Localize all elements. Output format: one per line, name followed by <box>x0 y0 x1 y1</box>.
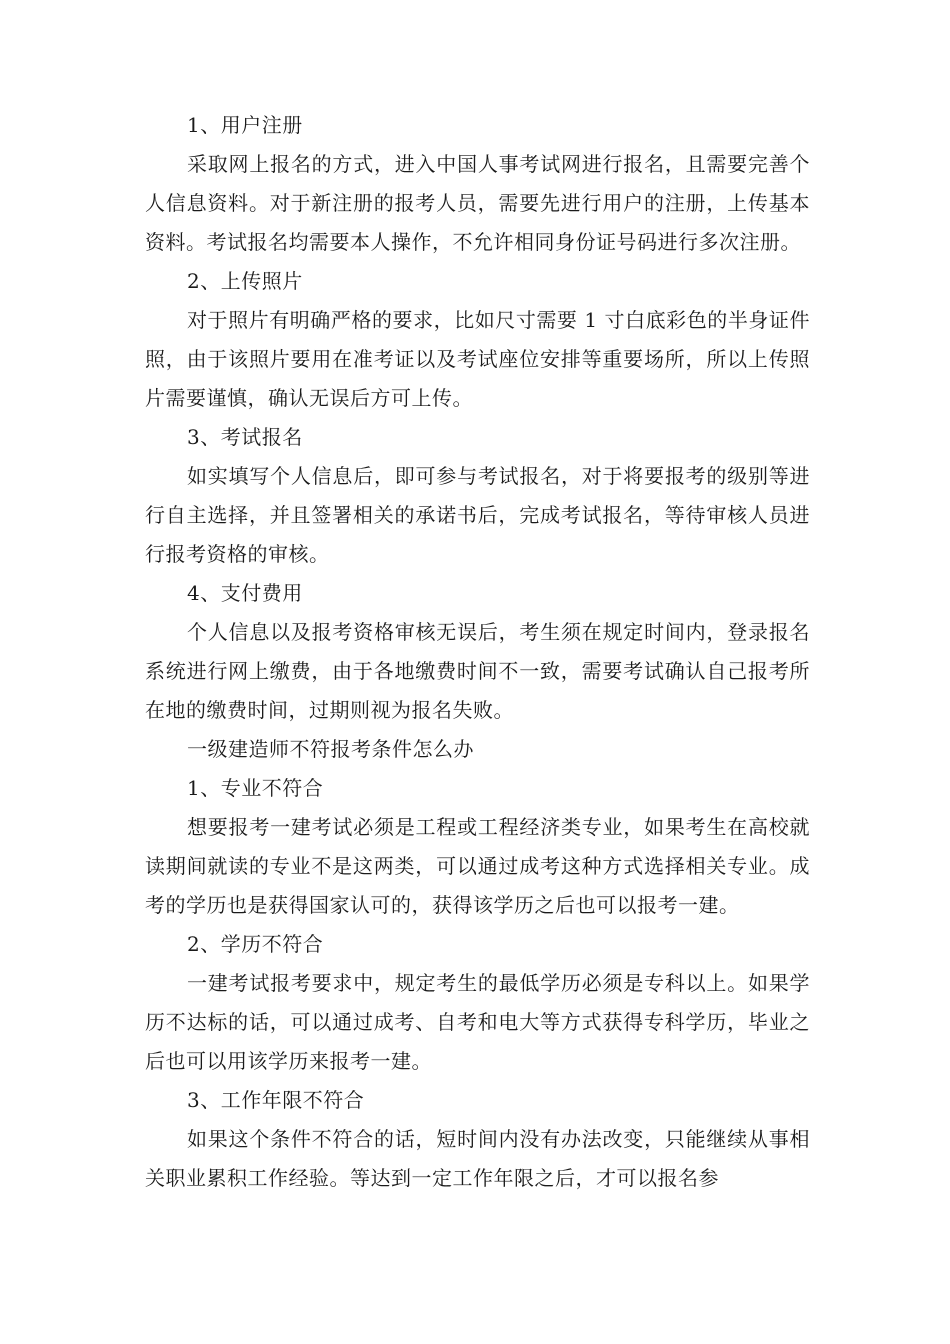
heading-payment: 4、支付费用 <box>187 581 303 605</box>
paragraph-major-mismatch: 想要报考一建考试必须是工程或工程经济类专业，如果考生在高校就读期间就读的专业不是这两类，可以通过成考这种方式选择相关专业。成考的学历也是获得国家认可的，获得该学历之后也可以报考一建。 <box>145 815 810 917</box>
paragraph-work-years-mismatch: 如果这个条件不符合的话，短时间内没有办法改变，只能继续从事相关职业累积工作经验。等达到一定工作年限之后，才可以报名参 <box>145 1127 810 1190</box>
heading-major-mismatch: 1、专业不符合 <box>187 776 324 800</box>
paragraph-user-registration: 采取网上报名的方式，进入中国人事考试网进行报名，且需要完善个人信息资料。对于新注册的报考人员，需要先进行用户的注册，上传基本资料。考试报名均需要本人操作，不允许相同身份证号码进行多次注册。 <box>145 152 810 254</box>
paragraph-exam-registration: 如实填写个人信息后，即可参与考试报名，对于将要报考的级别等进行自主选择，并且签署相关的承诺书后，完成考试报名，等待审核人员进行报考资格的审核。 <box>145 464 810 566</box>
heading-work-years-mismatch: 3、工作年限不符合 <box>187 1088 365 1112</box>
document-body <box>145 106 810 1198</box>
heading-upload-photo: 2、上传照片 <box>187 269 303 293</box>
heading-user-registration: 1、用户注册 <box>187 113 303 137</box>
paragraph-upload-photo: 对于照片有明确严格的要求，比如尺寸需要 1 寸白底彩色的半身证件照，由于该照片要用在准考证以及考试座位安排等重要场所，所以上传照片需要谨慎，确认无误后方可上传。 <box>145 308 810 410</box>
section-title-ineligible: 一级建造师不符报考条件怎么办 <box>187 737 474 761</box>
paragraph-education-mismatch: 一建考试报考要求中，规定考生的最低学历必须是专科以上。如果学历不达标的话，可以通过成考、自考和电大等方式获得专科学历，毕业之后也可以用该学历来报考一建。 <box>145 971 810 1073</box>
heading-education-mismatch: 2、学历不符合 <box>187 932 324 956</box>
heading-exam-registration: 3、考试报名 <box>187 425 303 449</box>
paragraph-payment: 个人信息以及报考资格审核无误后，考生须在规定时间内，登录报名系统进行网上缴费，由于各地缴费时间不一致，需要考试确认自己报考所在地的缴费时间，过期则视为报名失败。 <box>145 620 810 722</box>
